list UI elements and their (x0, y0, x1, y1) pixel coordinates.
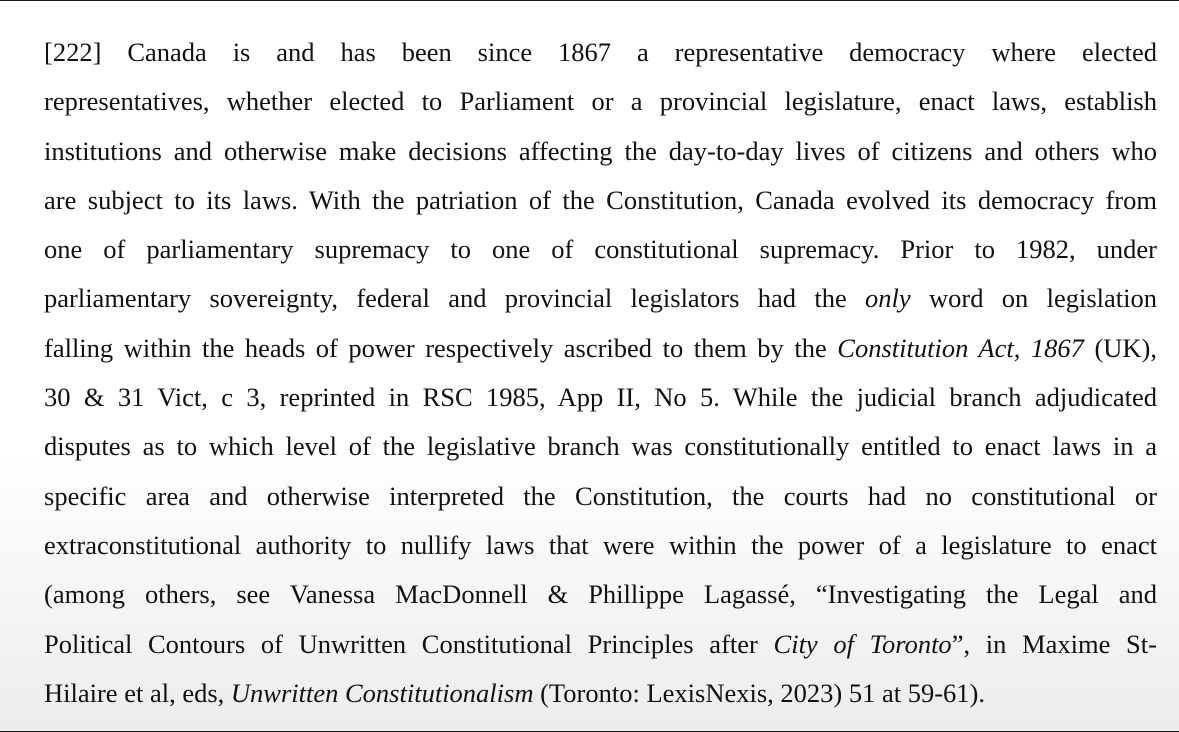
text-line (44, 77, 1157, 126)
text-line (44, 324, 1157, 373)
text-line (44, 570, 1157, 619)
text-run: specific area and otherwise interpreted the Constitution, the courts had no constitutional or (44, 480, 1157, 511)
text-line (44, 472, 1157, 521)
italic-citation: only (865, 283, 911, 314)
text-line (44, 274, 1157, 323)
text-run: parliamentary sovereignty, federal and provincial legislators had the (44, 283, 866, 314)
text-line (44, 225, 1157, 274)
text-line (44, 521, 1157, 570)
text-line (44, 28, 1157, 77)
text-line (44, 422, 1157, 471)
text-run: institutions and otherwise make decisions affecting the day-to-day lives of citizens and others who (44, 135, 1157, 166)
text-line (44, 669, 1157, 718)
text-run: (UK), (1083, 332, 1157, 363)
text-run: Political Contours of Unwritten Constitutional Principles after (44, 628, 774, 659)
text-line (44, 176, 1157, 225)
italic-citation: Unwritten Constitutionalism (230, 677, 534, 708)
italic-citation: Constitution Act, 1867 (837, 332, 1084, 363)
text-run: are subject to its laws. With the patriation of the Constitution, Canada evolved its democracy from (44, 184, 1157, 215)
text-run: falling within the heads of power respectively ascribed to them by the (44, 332, 838, 363)
text-line (44, 373, 1157, 422)
text-line (44, 620, 1157, 669)
text-run: disputes as to which level of the legislative branch was constitutionally entitled to enact laws in a (44, 431, 1157, 462)
text-run: extraconstitutional authority to nullify laws that were within the power of a legislature to enact (44, 529, 1157, 560)
text-run: (among others, see Vanessa MacDonnell & Phillippe Lagassé, “Investigating the Legal and (44, 579, 1157, 610)
paragraph-222 (44, 28, 1157, 718)
text-run: representatives, whether elected to Parliament or a provincial legislature, enact laws, establish (44, 86, 1157, 117)
text-run: (Toronto: LexisNexis, 2023) 51 at 59-61). (533, 677, 985, 708)
italic-citation: City of Toronto (773, 628, 952, 659)
text-run: 30 & 31 Vict, c 3, reprinted in RSC 1985, App II, No 5. While the judicial branch adjudicated (44, 382, 1157, 413)
text-run: word on legislation (910, 283, 1157, 314)
text-run: one of parliamentary supremacy to one of constitutional supremacy. Prior to 1982, under (44, 234, 1157, 265)
text-line (44, 127, 1157, 176)
text-run: [222] Canada is and has been since 1867 a representative democracy where elected (44, 37, 1157, 67)
text-run: ”, in Maxime St- (951, 628, 1157, 659)
text-run: Hilaire et al, eds, (44, 677, 231, 708)
